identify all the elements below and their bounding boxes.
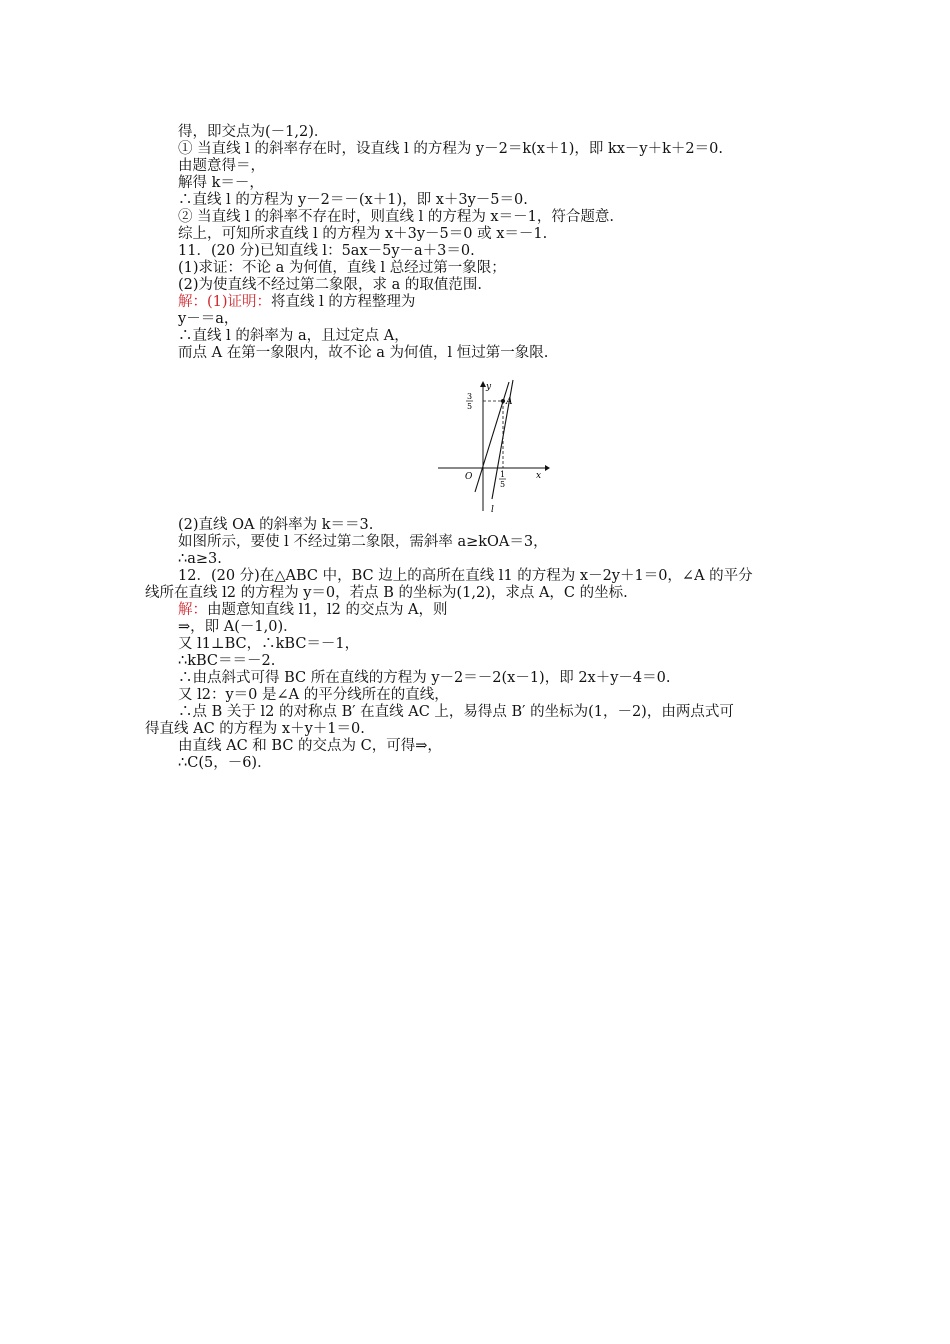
- text-line: ⇒，即 A(－1,0)．: [178, 619, 298, 635]
- solution-label: 解：: [178, 294, 207, 310]
- point-a-label: A: [506, 397, 513, 407]
- text-line: 综上，可知所求直线 l 的方程为 x＋3y－5＝0 或 x＝－1.: [178, 226, 548, 242]
- y-tick-numerator: 3: [467, 392, 473, 401]
- text-line: 又 l2：y＝0 是∠A 的平分线所在的直线，: [178, 687, 449, 703]
- solution-text: 由题意知直线 l1，l2 的交点为 A，则: [207, 602, 448, 618]
- text-line: ∴a≥3.: [178, 551, 222, 567]
- proof-label: (1)证明：: [207, 294, 272, 310]
- coordinate-figure: [435, 378, 550, 513]
- text-line: ② 当直线 l 的斜率不存在时，则直线 l 的方程为 x＝－1，符合题意.: [178, 209, 614, 225]
- text-line: 由直线 AC 和 BC 的交点为 C，可得⇒，: [178, 738, 442, 754]
- text-line: ∴点 B 关于 l2 的对称点 B′ 在直线 AC 上，易得点 B′ 的坐标为(1，－2)，由两点式可: [178, 704, 734, 720]
- solution-line-11: [178, 294, 415, 311]
- question-12: 12．(20 分)在△ABC 中，BC 边上的高所在直线 l1 的方程为 x－2y＋1＝0，∠A 的平分: [178, 568, 753, 584]
- text-line: ∴由点斜式可得 BC 所在直线的方程为 y－2＝－2(x－1)，即 2x＋y－4＝0.: [178, 670, 671, 686]
- text-line: ① 当直线 l 的斜率存在时，设直线 l 的方程为 y－2＝k(x＋1)，即 kx－y＋k＋2＝0.: [178, 141, 723, 157]
- text-line: 又 l1⊥BC，∴kBC＝－1，: [178, 636, 360, 652]
- text-line: 线所在直线 l2 的方程为 y＝0，若点 B 的坐标为(1,2)，求点 A，C 的坐标.: [145, 585, 628, 601]
- origin-label: O: [465, 472, 473, 482]
- solution-label: 解：: [178, 602, 207, 618]
- text-line: 如图所示，要使 l 不经过第二象限，需斜率 a≥kOA＝3，: [178, 534, 548, 550]
- text-line: 解得 k＝－，: [178, 175, 264, 191]
- text-line: (2)直线 OA 的斜率为 k＝＝3.: [178, 517, 374, 533]
- text-line: 由题意得＝，: [178, 158, 265, 174]
- text-line: 而点 A 在第一象限内，故不论 a 为何值，l 恒过第一象限.: [178, 345, 549, 361]
- text-line: y－＝a，: [178, 311, 239, 327]
- y-axis-label: y: [486, 382, 492, 392]
- solution-text: 将直线 l 的方程整理为: [271, 294, 416, 310]
- x-tick-denominator: 5: [500, 480, 506, 489]
- text-line: ∴直线 l 的方程为 y－2＝－(x＋1)，即 x＋3y－5＝0.: [178, 192, 528, 208]
- y-tick-denominator: 5: [467, 402, 473, 411]
- text-line: ∴直线 l 的斜率为 a，且过定点 A，: [178, 328, 409, 344]
- x-tick-numerator: 1: [500, 470, 506, 479]
- text-line: (1)求证：不论 a 为何值，直线 l 总经过第一象限；: [178, 260, 506, 276]
- line-l-label: l: [491, 505, 494, 513]
- text-line: 得，即交点为(－1,2)．: [178, 124, 329, 140]
- question-11: 11．(20 分)已知直线 l：5ax－5y－a＋3＝0.: [178, 243, 475, 259]
- text-line: ∴C(5，－6)．: [178, 755, 272, 771]
- text-line: 得直线 AC 的方程为 x＋y＋1＝0.: [145, 721, 365, 737]
- text-line: ∴kBC＝＝－2.: [178, 653, 276, 669]
- text-line: (2)为使直线不经过第二象限，求 a 的取值范围.: [178, 277, 483, 293]
- x-axis-label: x: [536, 471, 542, 481]
- solution-line-12: [178, 602, 448, 619]
